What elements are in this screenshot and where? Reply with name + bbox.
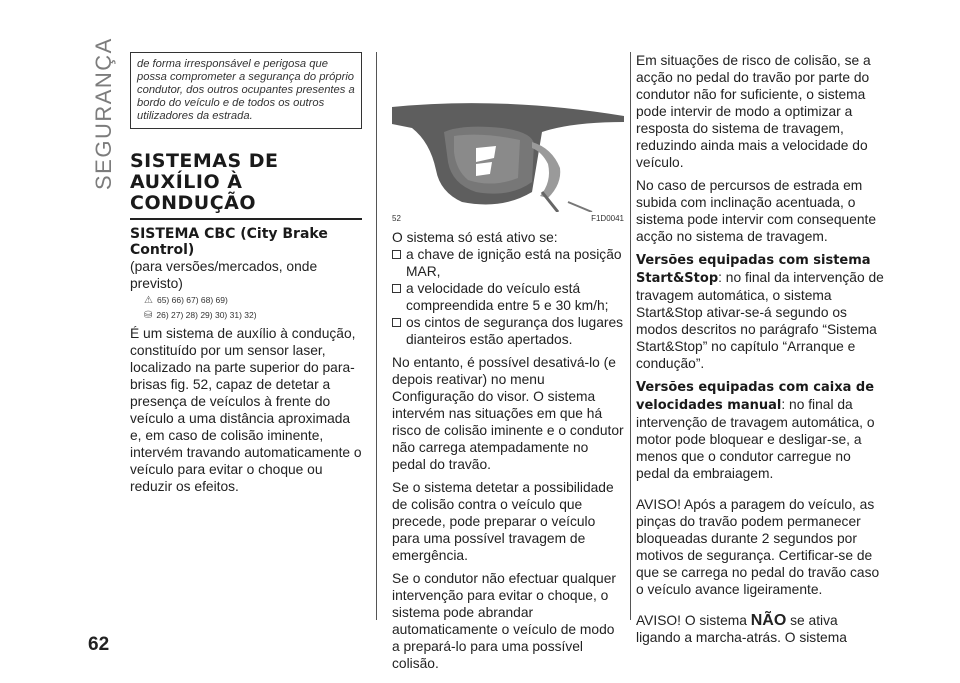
warning-references [144,294,362,307]
page-number: 62 [88,634,110,655]
bullet-icon [392,284,401,293]
warning-box: de forma irresponsável e perigosa que possa comprometer a segurança do próprio condutor, dos outros ocupantes presentes a bordo do veículo e de todos os outros utilizadores da estrada. [130,52,362,129]
list-item: os cintos de segurança dos lugares dianteiros estão apertados. [392,314,624,348]
section-heading: SISTEMA CBC (City Brake Control) [130,226,328,258]
figure-caption [392,214,624,223]
column-divider [376,52,377,620]
windshield-sensor-illustration [392,52,624,212]
version-note-startstop: Versões equipadas com sistema Start&Stop: no final da intervenção de travagem automática, o sistema Start&Stop ativar-se-á segundo os modos descritos no parágrafo “Sistema Start&Stop” no capítulo “Arranque e condução”. [636,253,884,371]
column-right [636,52,884,646]
body-text: No entanto, é possível desativá-lo (e depois reativar) no menu Configuração do visor. O sistema intervém nas situações em que há risco de colisão iminente e o condutor não carrega atempadamente no pedal do travão. [392,355,624,472]
body-text: Se o condutor não efectuar qualquer intervenção para evitar o choque, o sistema pode abrandar automaticamente o veículo de modo a prepará-lo para uma possível colisão. [392,571,616,671]
notice-text: AVISO! Após a paragem do veículo, as pinças do travão podem permanecer bloqueadas durante 2 segundos por motivos de segurança. Certificar-se de que se carrega no pedal do travão caso o veículo avance ligeiramente. [636,497,880,597]
intro-text: O sistema só está ativo se: [392,230,558,245]
notice-text: AVISO! O sistema NÃO se ativa ligando a marcha-atrás. O sistema [636,612,847,645]
bullet-icon [392,318,401,327]
chapter-heading: SISTEMAS DE AUXÍLIO À CONDUÇÃO [130,150,279,214]
body-text: Em situações de risco de colisão, se a acção no pedal do travão por parte do condutor não for suficiente, o sistema pode intervir de modo a optimizar a resposta do sistema de travagem, reduzindo ainda mais a velocidade do veículo. [636,53,871,170]
section-title [86,37,116,192]
column-left [130,52,362,495]
column-middle [392,52,624,672]
section-title-text: SEGURANÇA [91,37,116,190]
caution-references [144,309,362,322]
figure-number: 52 [392,214,401,223]
figure-code: F1D0041 [591,214,624,223]
bullet-icon [392,250,401,259]
body-text: Se o sistema detetar a possibilidade de colisão contra o veículo que precede, pode preparar o veículo para uma possível travagem de emergência. [392,480,614,563]
figure-52 [392,52,624,212]
refs-warning: 65) 66) 67) 68) 69) [156,295,228,305]
body-text: É um sistema de auxílio à condução, constituído por um sensor laser, localizado na parte superior do para-brisas fig. 52, capaz de detetar a presença de veículos à frente do veículo a uma distância aproximada e, em caso de colisão iminente, intervém travando automaticamente o veículo para evitar o choque ou reduzir os efeitos. [130,326,362,494]
column-divider [630,52,631,620]
heading-rule [130,218,362,220]
list-item: a chave de ignição está na posição MAR, [392,246,624,280]
body-text: No caso de percursos de estrada em subida com inclinação acentuada, o sistema pode intervir com consequente acção no sistema de travagem. [636,178,877,244]
warning-icon: ⚠ [144,295,153,306]
refs-caution: 26) 27) 28) 29) 30) 31) 32) [156,310,257,320]
version-note-manual: Versões equipadas com caixa de velocidades manual: no final da intervenção de travagem automática, o motor pode bloquear e desligar-se, a menos que o condutor carregue no pedal da embraiagem. [636,380,875,481]
caution-icon: ⛁ [144,310,153,321]
versions-note: (para versões/mercados, onde previsto) [130,259,318,291]
list-item: a velocidade do veículo está compreendida entre 5 e 30 km/h; [392,280,624,314]
